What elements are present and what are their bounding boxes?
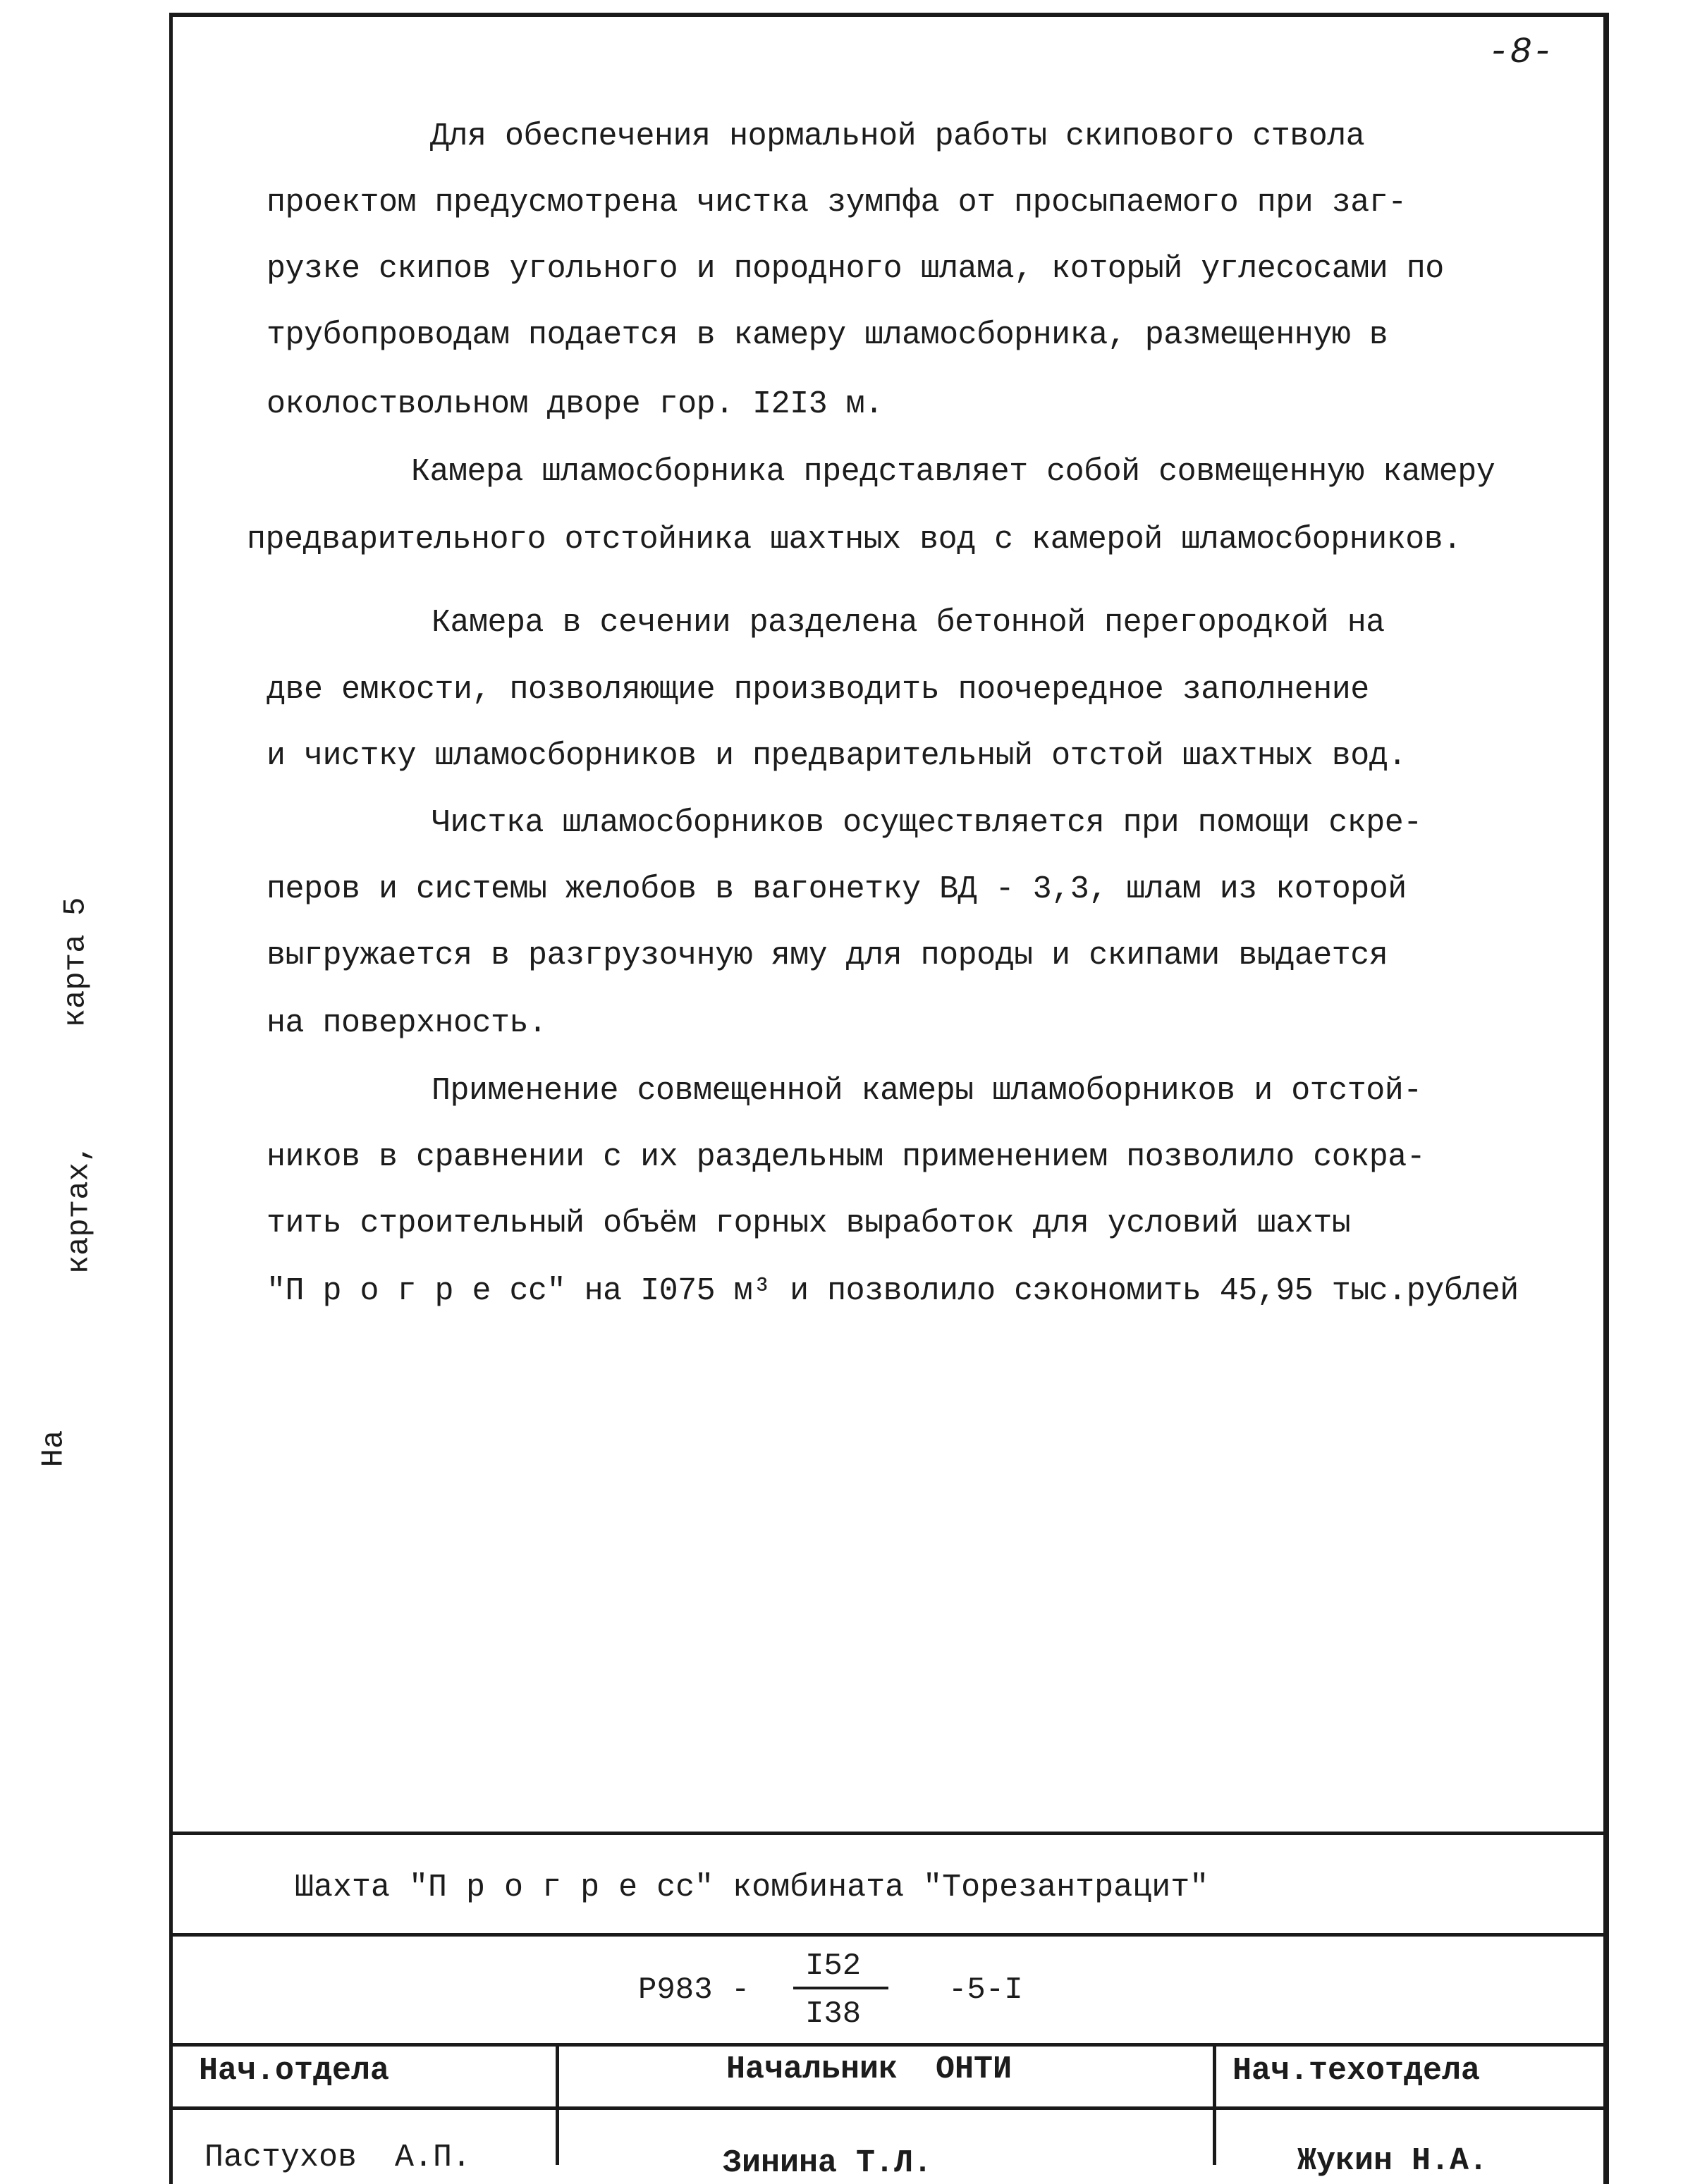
title-block-rule [169, 2106, 1608, 2110]
body-line: проектом предусмотрена чистка зумпфа от просыпаемого при заг- [267, 185, 1407, 221]
body-line: Чистка шламосборников осуществляется при помощи скре- [432, 805, 1422, 841]
signatory-tech-dept-head: Жукин Н.А. [1297, 2143, 1488, 2179]
body-line: перов и системы желобов в вагонетку ВД - 3,3, шлам из которой [267, 871, 1407, 907]
body-line: Камера в сечении разделена бетонной перегородкой на [432, 605, 1385, 641]
body-line: "П р о г р е сс" на I075 м³ и позволило сэкономить 45,95 тыс.рублей [267, 1273, 1519, 1309]
margin-note-word: На [36, 1430, 72, 1468]
signatory-dept-head: Пастухов А.П. [204, 2140, 472, 2176]
body-line: на поверхность. [267, 1005, 547, 1041]
body-line: рузке скипов угольного и породного шлама, который углесосами по [267, 251, 1444, 287]
document-code-suffix: -5-I [948, 1973, 1023, 2008]
document-code-prefix: Р983 - [638, 1973, 750, 2008]
header-dept-head: Нач.отдела [199, 2053, 390, 2089]
title-block-divider [1213, 2043, 1216, 2165]
body-line: Камера шламосборника представляет собой совмещенную камеру [411, 454, 1495, 490]
header-onti-head: Начальник ОНТИ [726, 2051, 1012, 2087]
body-line: тить строительный объём горных выработок для условий шахты [267, 1206, 1351, 1241]
organization-name: Шахта "П р о г р е сс" комбината "Торезантрацит" [295, 1870, 1209, 1906]
body-line: выгружается в разгрузочную яму для породы и скипами выдается [267, 938, 1388, 974]
fraction-bar [793, 1987, 888, 1989]
body-line: две емкости, позволяющие производить поочередное заполнение [267, 672, 1369, 708]
body-line: околоствольном дворе гор. I2I3 м. [267, 386, 883, 422]
body-line: и чистку шламосборников и предварительный отстой шахтных вод. [267, 738, 1407, 774]
title-block-divider [556, 2043, 559, 2165]
margin-note-word: картах, [61, 1143, 97, 1275]
title-block-rule [169, 1832, 1608, 1835]
body-line: Для обеспечения нормальной работы скипового ствола [430, 118, 1365, 154]
signatory-onti-head: Зинина Т.Л. [723, 2145, 933, 2181]
margin-note-word: карта 5 [58, 897, 94, 1028]
body-line: ников в сравнении с их раздельным применением позволило сокра- [267, 1139, 1426, 1175]
document-code-denominator: I38 [805, 1996, 862, 2032]
body-line: предварительного отстойника шахтных вод с камерой шламосборников. [247, 522, 1462, 558]
page-number: -8- [1488, 32, 1554, 73]
title-block-rule [169, 1933, 1608, 1937]
body-line: Применение совмещенной камеры шламоборников и отстой- [432, 1073, 1422, 1109]
title-block-rule [169, 2043, 1608, 2047]
header-tech-dept-head: Нач.техотдела [1232, 2053, 1481, 2089]
document-code-numerator: I52 [805, 1949, 862, 1984]
body-line: трубопроводам подается в камеру шламосборника, размещенную в [267, 317, 1388, 353]
